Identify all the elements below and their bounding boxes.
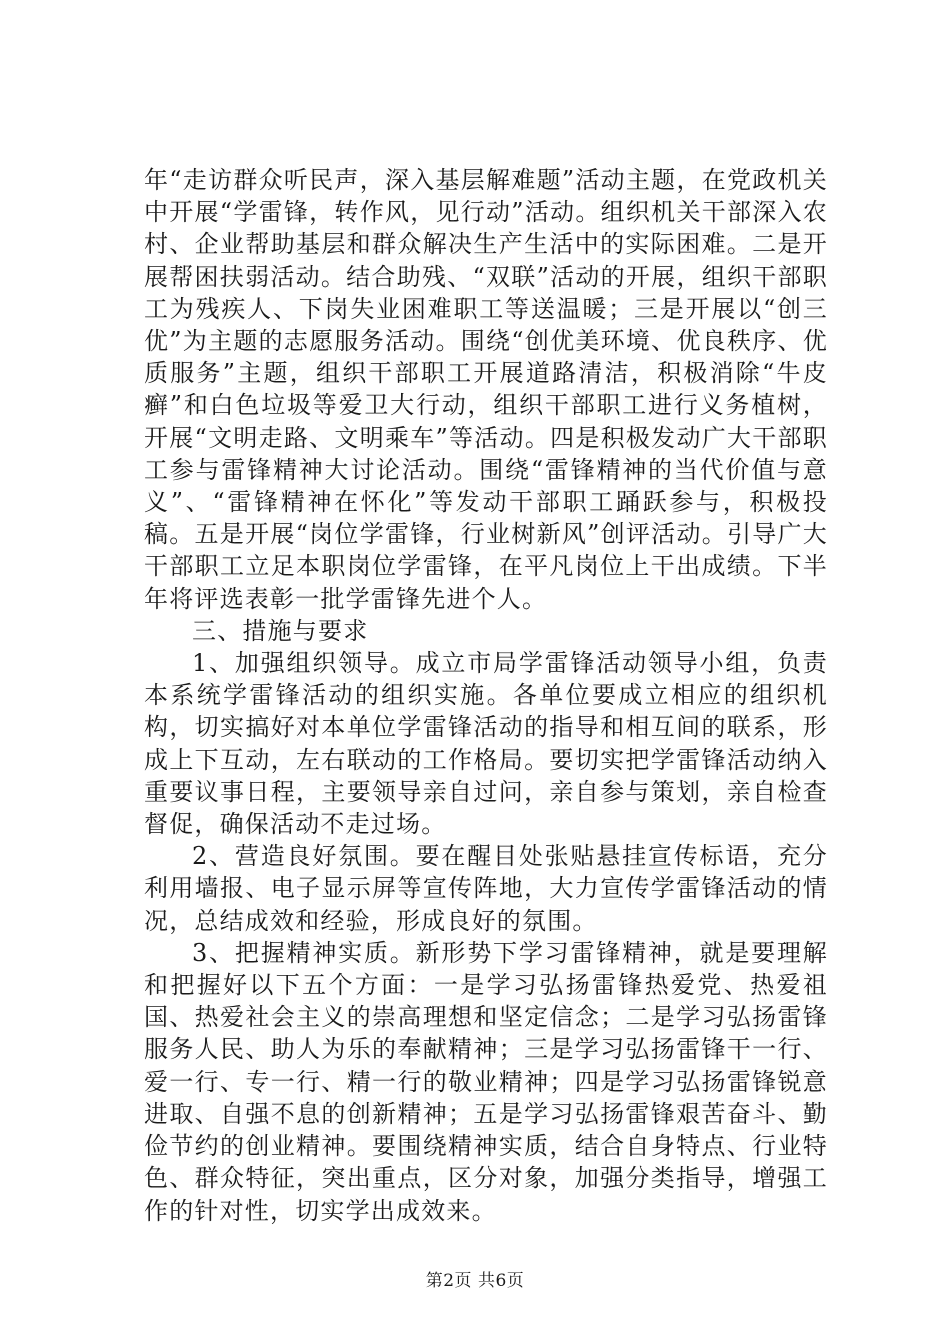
paragraph-activities-continued: 年“走访群众听民声，深入基层解难题”活动主题，在党政机关中开展“学雷锋，转作风，见行动”活动。组织机关干部深入农村、企业帮助基层和群众解决生产生活中的实际困难。二是开展帮困扶弱活动。结合助残、“双联”活动的开展，组织干部职工为残疾人、下岗失业困难职工等送温暖；三是开展以“创三优”为主题的志愿服务活动。围绕“创优美环境、优良秩序、优质服务”主题，组织干部职工开展道路清洁，积极消除“牛皮癣”和白色垃圾等爱卫大行动，组织干部职工进行义务植树，开展“文明走路、文明乘车”等活动。四是积极发动广大干部职工参与雷锋精神大讨论活动。围绕“雷锋精神的当代价值与意义”、“雷锋精神在怀化”等发动干部职工踊跃参与，积极投稿。五是开展“岗位学雷锋，行业树新风”创评活动。引导广大干部职工立足本职岗位学雷锋，在平凡岗位上干出成绩。下半年将评选表彰一批学雷锋先进个人。 — [144, 166, 828, 613]
paragraph-measure-1: 1、加强组织领导。成立市局学雷锋活动领导小组，负责本系统学雷锋活动的组织实施。各单位要成立相应的组织机构，切实搞好对本单位学雷锋活动的指导和相互间的联系，形成上下互动，左右联动的工作格局。要切实把学雷锋活动纳入重要议事日程，主要领导亲自过问，亲自参与策划，亲自检查督促，确保活动不走过场。 — [144, 649, 828, 839]
paragraph-measure-2: 2、营造良好氛围。要在醒目处张贴悬挂宣传标语，充分利用墙报、电子显示屏等宣传阵地，大力宣传学雷锋活动的情况，总结成效和经验，形成良好的氛围。 — [144, 842, 828, 935]
document-body — [144, 164, 828, 1227]
page-footer: 第2页 共6页 — [425, 1271, 525, 1291]
section-heading-measures: 三、措施与要求 — [192, 616, 369, 645]
paragraph-measure-3: 3、把握精神实质。新形势下学习雷锋精神，就是要理解和把握好以下五个方面：一是学习弘扬雷锋热爱党、热爱祖国、热爱社会主义的崇高理想和坚定信念；二是学习弘扬雷锋服务人民、助人为乐的奉献精神；三是学习弘扬雷锋干一行、爱一行、专一行、精一行的敬业精神；四是学习弘扬雷锋锐意进取、自强不息的创新精神；五是学习弘扬雷锋艰苦奋斗、勤俭节约的创业精神。要围绕精神实质，结合自身特点、行业特色、群众特征，突出重点，区分对象，加强分类指导，增强工作的针对性，切实学出成效来。 — [144, 938, 828, 1225]
